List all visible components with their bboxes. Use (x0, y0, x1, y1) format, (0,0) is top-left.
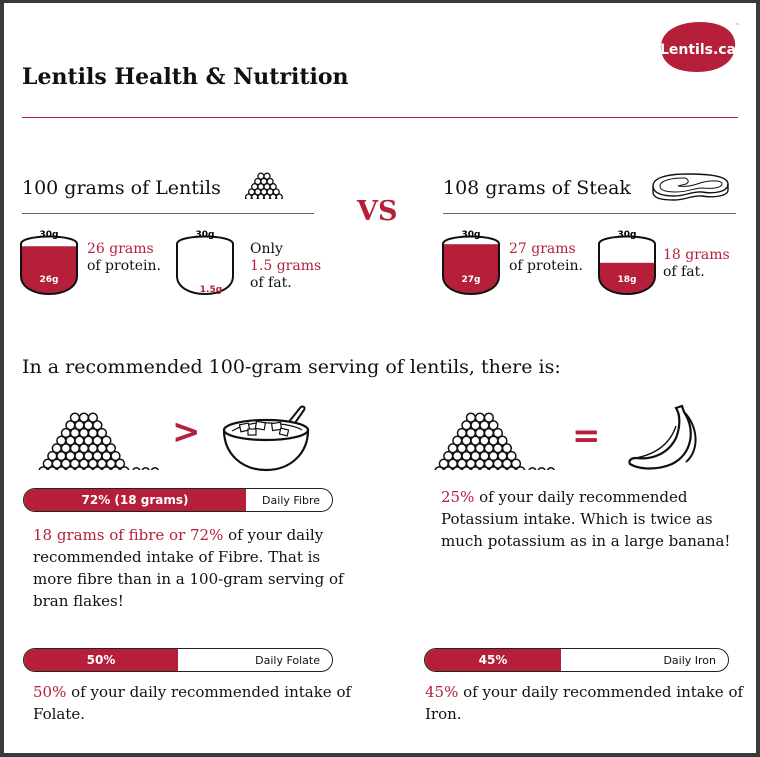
folate-bar-label: Daily Folate (255, 653, 320, 667)
lentils-protein-text (87, 241, 187, 275)
folate-bar-value: 50% (86, 653, 116, 667)
serving-heading: In a recommended 100-gram serving of lentils, there is: (22, 356, 561, 378)
steak-fat-suffix: of fat. (663, 264, 705, 280)
steak-protein-suffix: of protein. (509, 258, 583, 274)
glass-fill-label: 27g (461, 275, 481, 285)
lentils-protein-suffix: of protein. (87, 258, 161, 274)
glass-fill (18, 246, 80, 300)
cereal-bowl-icon (218, 400, 314, 476)
lentils-logo (655, 18, 741, 76)
potassium-text: of your daily recommended Potassium intake. Which is twice as much potassium as in a large banana! (441, 488, 731, 550)
page-title: Lentils Health & Nutrition (22, 64, 349, 90)
fibre-progress-bar (23, 488, 333, 512)
lentils-heading-rule (22, 213, 314, 214)
glass-fill-label: 18g (617, 275, 637, 285)
lentils-fat-prefix: Only (250, 241, 283, 257)
logo-text: Lentils.ca (659, 42, 737, 58)
vs-label: VS (357, 196, 398, 227)
iron-bar-label: Daily Iron (663, 653, 716, 667)
fibre-description (33, 524, 363, 612)
steak-icon (648, 170, 734, 204)
glass-fill-label: 1.5g (199, 285, 223, 295)
lentils-protein-value: 26 grams (87, 241, 154, 257)
fibre-highlight: 18 grams of fibre or 72% (33, 526, 224, 544)
folate-description (33, 681, 353, 725)
folate-highlight: 50% (33, 683, 67, 701)
banana-icon (622, 402, 704, 474)
steak-fat-text (663, 247, 753, 281)
equals-operator: = (572, 416, 601, 456)
lentils-fat-suffix: of fat. (250, 275, 292, 291)
potassium-description (441, 486, 741, 552)
folate-text: of your daily recommended intake of Folate. (33, 683, 352, 723)
greater-than-operator: > (172, 412, 201, 452)
header-divider (22, 117, 738, 118)
lentils-fat-value: 1.5 grams (250, 258, 322, 274)
glass-capacity-label: 30g (617, 230, 637, 240)
glass-fill (440, 244, 502, 300)
glass-capacity-label: 30g (461, 230, 481, 240)
glass-fill (174, 297, 236, 300)
glass-fill-label: 26g (39, 275, 59, 285)
steak-heading: 108 grams of Steak (443, 177, 631, 199)
lentils-heading: 100 grams of Lentils (22, 177, 221, 199)
potassium-highlight: 25% (441, 488, 475, 506)
fibre-bar-value: 72% (18 grams) (81, 493, 189, 507)
iron-highlight: 45% (425, 683, 459, 701)
steak-protein-value: 27 grams (509, 241, 576, 257)
lentil-pile-icon (237, 165, 317, 199)
lentils-fat-glass (174, 226, 236, 304)
lentils-protein-glass (18, 226, 80, 304)
iron-description (425, 681, 745, 725)
steak-heading-rule (443, 213, 736, 214)
logo-trademark: ™ (735, 23, 740, 29)
lentils-fat-text (250, 241, 340, 292)
iron-progress-bar (424, 648, 729, 672)
folate-progress-bar (23, 648, 333, 672)
steak-protein-glass (440, 226, 502, 304)
glass-capacity-label: 30g (195, 230, 215, 240)
lentil-pile-icon (36, 404, 162, 470)
glass-capacity-label: 30g (39, 230, 59, 240)
fibre-bar-label: Daily Fibre (262, 493, 320, 507)
steak-fat-glass (596, 226, 658, 304)
steak-fat-value: 18 grams (663, 247, 730, 263)
lentil-pile-icon (432, 404, 558, 470)
iron-bar-value: 45% (478, 653, 508, 667)
steak-protein-text (509, 241, 609, 275)
iron-text: of your daily recommended intake of Iron. (425, 683, 744, 723)
fibre-text: of your daily recommended intake of Fibre. That is more fibre than in a 100-gram serving of bran flakes! (33, 526, 344, 610)
